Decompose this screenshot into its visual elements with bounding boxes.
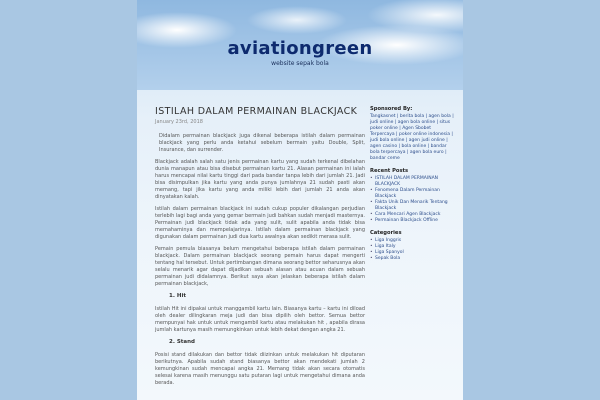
list-number: 1. bbox=[169, 293, 175, 299]
post-paragraph: Istilah Hit ini dipakai untuk manggambil kartu lain. Biasanya kartu – kartu ini diload oleh dealer dilingkaran meja judi dan bisa dipilih oleh bettor. Semua bettor mempunyai hak untuk untuk mengambil kartu atau melakukan hit , apabila dirasa jumlah kartunya masih memungkinkan untuk lebih dekat dengan angka 21. bbox=[155, 306, 365, 333]
post-paragraph: Didalam permainan blackjack juga dikenal beberapa istilah dalam permainan blackjack yang perlu anda ketahui sebelum bermain yaitu Double, Split, Insurance, dan surrender. bbox=[159, 133, 365, 153]
list-item-heading bbox=[169, 293, 365, 300]
recent-post-link[interactable]: • Fenomena Dalam Permainan Blackjack bbox=[370, 188, 454, 200]
page-container bbox=[137, 0, 463, 400]
main-content bbox=[155, 106, 365, 392]
list-number: 2. bbox=[169, 339, 175, 345]
category-link[interactable]: • Liga Spanyol bbox=[370, 250, 454, 256]
sponsored-heading: Sponsored By: bbox=[370, 106, 413, 112]
category-link[interactable]: • Liga Italy bbox=[370, 244, 454, 250]
post-title[interactable]: ISTILAH DALAM PERMAINAN BLACKJACK bbox=[155, 106, 358, 117]
category-link[interactable]: • Liga Inggris bbox=[370, 238, 454, 244]
categories-list bbox=[370, 238, 454, 262]
list-item-heading bbox=[169, 339, 365, 346]
post-paragraph: Blackjack adalah salah satu jenis permainan kartu yang sudah terkenal dibelahan dunia manapun atau bisa disebut permainan kartu 21. Alasan permainan ini ialah harus mencapai nilai kartu tinggi dari pada bandar tanpa lebih dari jumlah 21. Jadi bisa disimpulkan jika kartu yang anda punya jumlahnya 21 sudah pasti akan memang, tapi jika kartu yang anda miliki lebih dari jumlah 21 anda akan dinyatakan kalah. bbox=[155, 159, 365, 200]
category-link[interactable]: • Sepak Bola bbox=[370, 256, 454, 262]
sidebar bbox=[370, 106, 454, 268]
recent-posts-section bbox=[370, 168, 454, 224]
recent-post-link[interactable]: • Fakta Unik Dan Menarik Tentang Blackjack bbox=[370, 200, 454, 212]
post-date: January 23rd, 2018 bbox=[155, 119, 203, 125]
post-paragraph: Istilah dalam permainan blackjack ini sudah cukup populer dikalangan perjudian terlebih lagi bagi anda yang gemar bermain judi bahkan sudah menjadi masternya. Permainan judi blackjack tidak ada yang sulit, sulit apabila anda tidak bisa memahaminya dan mempelajarinya. Istilah dalam permainan blackjack yang digunakan dalam permainan judi dua kartu awalnya akan sedikit merasa sulit. bbox=[155, 206, 365, 240]
post-paragraph: Pemain pemula biasanya belum mengetahui beberapa istilah dalam permainan blackjack. Dalam permainan blackjack seorang pemain harus dapat mengerti tentang hal tersebut. Untuk pertimbangan dimana seorang bettor seharusnya akan selalu menarik agar dapat dijadikan sebuah alasan atau acuan dalam sebuah permainan judi didalamnya. Berikut saya akan jelaskan beberapa istilah dalam permainan blackjack, bbox=[155, 246, 365, 287]
site-title[interactable]: aviationgreen bbox=[227, 38, 373, 59]
post-body bbox=[155, 133, 365, 387]
recent-post-link[interactable]: • Permainan Blackjack Offline bbox=[370, 218, 454, 224]
sponsored-section bbox=[370, 106, 454, 162]
sponsored-links[interactable]: Tangkasnet | berita bola | agen bola | judi online | agen bola online | situs poker online | Agen Sbobet Terpercaya | poker online indonesia | judi bola online | agen judi online | agen casino | bola online | bandar bola terpercaya | agen bola euro | bandar ceme bbox=[370, 114, 454, 161]
site-description: website sepak bola bbox=[271, 60, 329, 67]
recent-post-link[interactable]: • ISTILAH DALAM PERMAINAN BLACKJACK bbox=[370, 176, 454, 188]
post-paragraph: Posisi stand dilakukan dan bettor tidak diizinkan untuk melakukan hit diputaran berikutnya. Apabila sudah stand biasanya bettor akan mendekati jumlah 2 kemungkinan sudah mencapai angka 21. Memang tidak akan secara otomatis selesai karena masih menunggu satu putaran lagi untuk mengetahui dimana anda berada. bbox=[155, 352, 365, 386]
categories-section bbox=[370, 230, 454, 262]
recent-post-link[interactable]: • Cara Mencari Agen Blackjack bbox=[370, 212, 454, 218]
recent-posts-heading: Recent Posts bbox=[370, 168, 409, 174]
recent-posts-list bbox=[370, 176, 454, 224]
list-heading-text: Hit bbox=[176, 293, 186, 299]
categories-heading: Categories bbox=[370, 230, 402, 236]
list-heading-text: Stand bbox=[176, 339, 195, 345]
header-banner bbox=[137, 0, 463, 90]
